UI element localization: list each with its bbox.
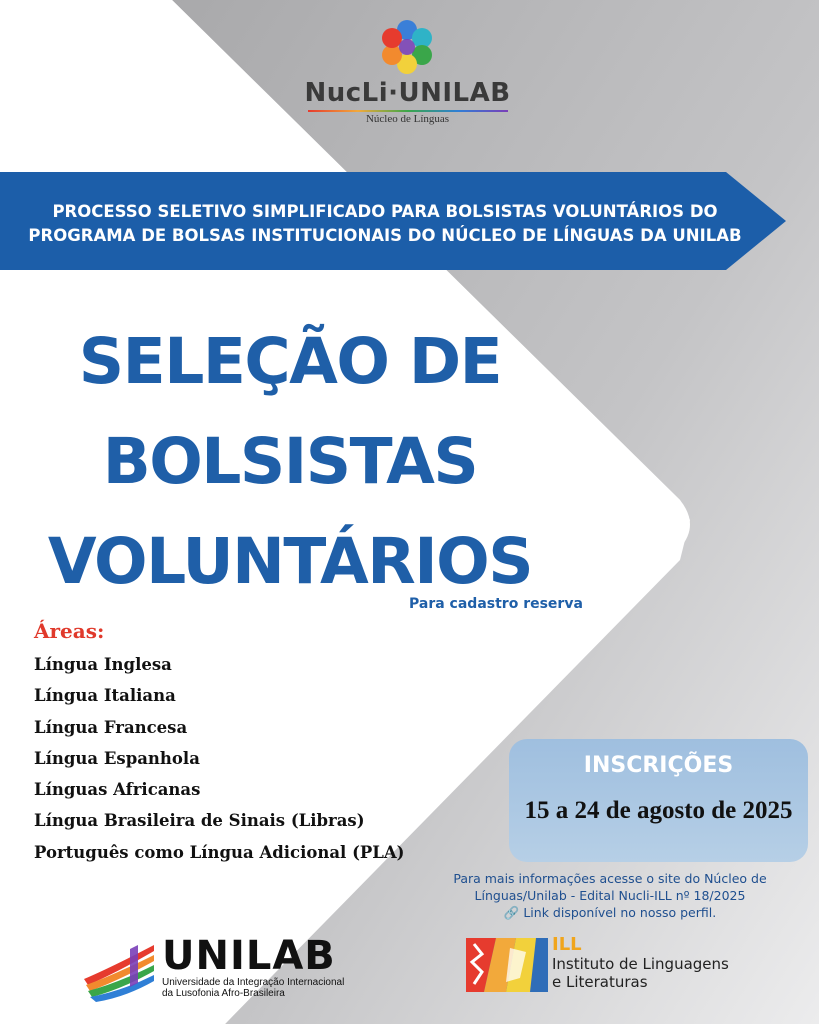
registration-dates: 15 a 24 de agosto de 2025	[524, 797, 793, 824]
logo-rule	[308, 110, 508, 112]
info-text	[410, 870, 810, 921]
unilab-subtitle	[162, 977, 344, 999]
registration-box	[509, 739, 808, 862]
area-item: Língua Brasileira de Sinais (Libras)	[34, 811, 365, 831]
areas-list	[34, 652, 405, 871]
area-item: Língua Italiana	[34, 686, 176, 706]
info-line-3	[410, 904, 810, 921]
banner-text	[20, 200, 750, 248]
areas-heading: Áreas:	[34, 619, 105, 643]
ill-logo	[466, 934, 746, 998]
unilab-name: UNILAB	[162, 933, 336, 979]
ill-name-line-2: e Literaturas	[552, 973, 648, 991]
area-item: Português como Língua Adicional (PLA)	[34, 842, 405, 862]
logo-name: NucLi·UNILAB	[304, 78, 511, 108]
ill-mark-icon	[466, 938, 548, 992]
title-line-2: BOLSISTAS	[102, 425, 478, 498]
info-line-1: Para mais informações acesse o site do Núcleo de	[453, 871, 767, 886]
info-line-3-text: Link disponível no nosso perfil.	[523, 905, 717, 920]
banner-line-2: PROGRAMA DE BOLSAS INSTITUCIONAIS DO NÚCLEO DE LÍNGUAS DA UNILAB	[28, 226, 742, 245]
link-icon: 🔗	[503, 905, 520, 920]
title-line-1: SELEÇÃO DE	[78, 325, 502, 398]
unilab-sub-line-2: da Lusofonia Afro-Brasileira	[162, 988, 285, 999]
flower-icon	[378, 18, 436, 76]
unilab-mark-icon	[82, 939, 158, 1003]
reserve-note: Para cadastro reserva	[409, 596, 583, 612]
ill-name	[552, 955, 729, 991]
logo-subtitle: Núcleo de Línguas	[365, 113, 450, 125]
area-item: Língua Inglesa	[34, 655, 172, 674]
banner-line-1: PROCESSO SELETIVO SIMPLIFICADO PARA BOLSISTAS VOLUNTÁRIOS DO	[52, 202, 718, 221]
area-item: Língua Francesa	[34, 717, 188, 737]
ill-abbreviation: ILL	[552, 934, 582, 955]
ill-name-line-1: Instituto de Linguagens	[552, 955, 729, 973]
unilab-sub-line-1: Universidade da Integração Internacional	[162, 977, 345, 988]
area-item: Línguas Africanas	[34, 780, 201, 800]
main-title	[20, 312, 560, 612]
info-line-2: Línguas/Unilab - Edital Nucli-ILL nº 18/2025	[474, 888, 746, 903]
nucli-logo	[300, 18, 515, 128]
area-item: Língua Espanhola	[34, 748, 200, 768]
unilab-logo	[82, 933, 382, 1007]
title-line-3: VOLUNTÁRIOS	[47, 525, 533, 598]
registration-title: INSCRIÇÕES	[583, 753, 734, 778]
